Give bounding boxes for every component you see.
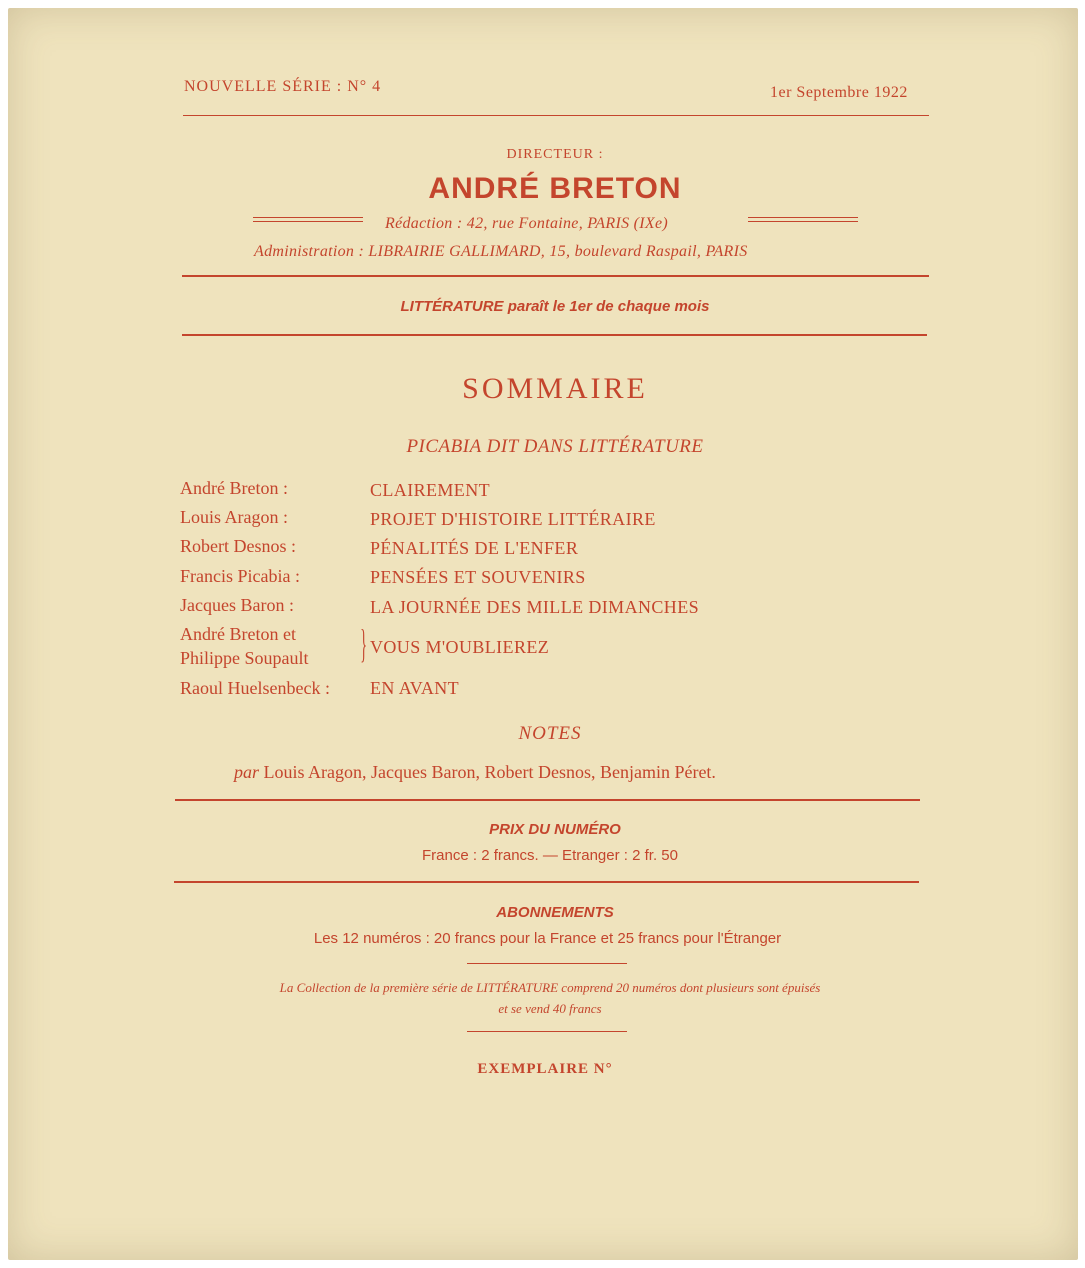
notes-line — [234, 762, 716, 783]
toc-title-clairement: CLAIREMENT — [370, 480, 490, 500]
price-text: France : 2 francs. — Etranger : 2 fr. 50 — [422, 847, 678, 864]
left-ornament-rule — [253, 217, 363, 222]
toc-title-en-avant: EN AVANT — [370, 678, 460, 698]
toc-author-huelsenbeck: Raoul Huelsenbeck : — [180, 678, 330, 698]
sommaire-subheading: PICABIA DIT DANS LITTÉRATURE — [406, 436, 704, 457]
redaction-address: Rédaction : 42, rue Fontaine, PARIS (IXe) — [385, 215, 669, 232]
price-rule — [174, 881, 919, 883]
price-heading: PRIX DU NUMÉRO — [489, 821, 621, 838]
toc-author-breton-duo: André Breton et — [180, 624, 296, 644]
toc-title-journee: LA JOURNÉE DES MILLE DIMANCHES — [370, 597, 699, 617]
collection-line-1: La Collection de la première série de LITTÉRATURE comprend 20 numéros dont plusieurs sont épuisés — [279, 980, 821, 995]
masthead-rule-bottom — [182, 334, 927, 336]
notes-heading: NOTES — [518, 723, 582, 744]
toc-title-projet: PROJET D'HISTOIRE LITTÉRAIRE — [370, 509, 656, 529]
publication-note: LITTÉRATURE paraît le 1er de chaque mois — [400, 298, 710, 315]
subscriptions-text: Les 12 numéros : 20 francs pour la France et 25 francs pour l'Étranger — [313, 930, 782, 947]
header-rule — [183, 115, 929, 116]
series-label: NOUVELLE SÉRIE : N° 4 — [184, 78, 382, 95]
director-label: DIRECTEUR : — [506, 147, 604, 162]
sommaire-heading: SOMMAIRE — [462, 372, 648, 405]
copy-number: EXEMPLAIRE N° — [477, 1061, 613, 1077]
collection-rule — [467, 1031, 627, 1032]
toc-author-picabia: Francis Picabia : — [180, 566, 300, 586]
toc-title-oublierez: VOUS M'OUBLIEREZ — [370, 637, 550, 657]
toc-author-desnos: Robert Desnos : — [180, 536, 296, 556]
director-name: ANDRÉ BRETON — [428, 172, 682, 205]
toc-author-breton: André Breton : — [180, 478, 288, 498]
issue-date: 1er Septembre 1922 — [770, 84, 908, 101]
right-ornament-rule — [748, 217, 858, 222]
toc-title-penalites: PÉNALITÉS DE L'ENFER — [370, 538, 579, 558]
brace-icon: } — [360, 621, 367, 666]
subscriptions-rule — [467, 963, 627, 964]
masthead-rule-top — [182, 275, 929, 277]
toc-author-baron: Jacques Baron : — [180, 595, 294, 615]
toc-title-pensees: PENSÉES ET SOUVENIRS — [370, 567, 586, 587]
notes-rule — [175, 799, 920, 801]
subscriptions-heading: ABONNEMENTS — [496, 904, 614, 921]
notes-authors: Louis Aragon, Jacques Baron, Robert Desnos, Benjamin Péret. — [263, 762, 716, 782]
toc-author-aragon: Louis Aragon : — [180, 507, 288, 527]
collection-line-2: et se vend 40 francs — [498, 1001, 602, 1016]
administration-address: Administration : LIBRAIRIE GALLIMARD, 15, boulevard Raspail, PARIS — [254, 243, 748, 260]
notes-by: par — [234, 762, 260, 782]
toc-author-soupault: Philippe Soupault — [180, 648, 309, 668]
